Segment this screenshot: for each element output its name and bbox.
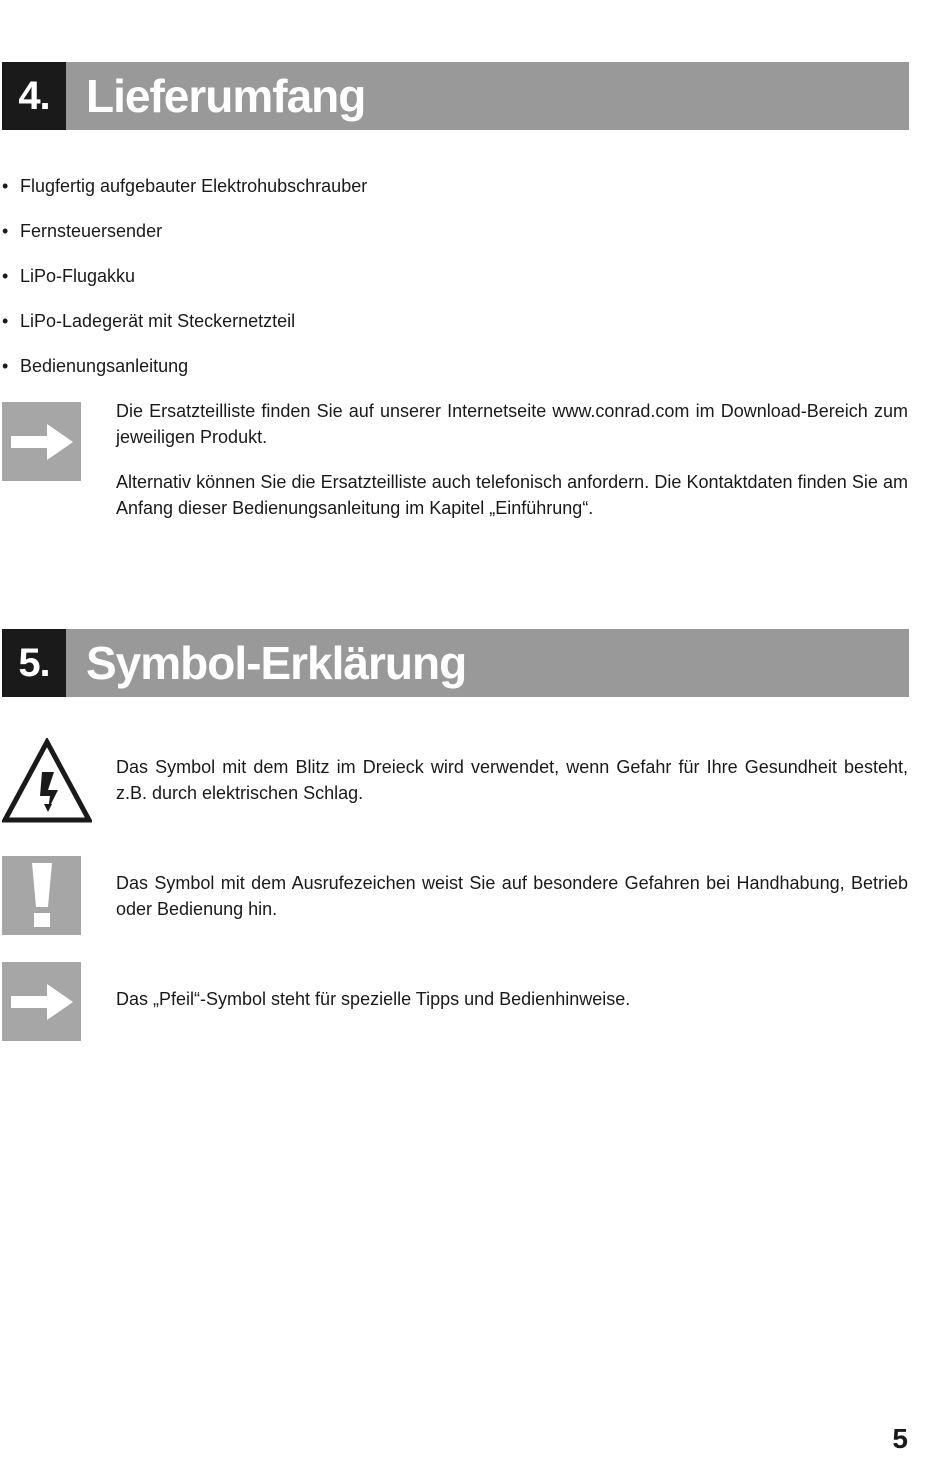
section-5-number: 5.	[2, 629, 66, 697]
list-item	[2, 265, 135, 287]
exclamation-icon	[2, 856, 81, 935]
page-number: 5	[892, 1423, 908, 1454]
section-4-number: 4.	[2, 62, 66, 130]
parts-list-phone-note: Alternativ können Sie die Ersatzteilliste auch telefonisch anfordern. Die Kontaktdaten finden Sie am Anfang dieser Bedienungsanleitung im Kapitel „Einführung“.	[116, 472, 908, 518]
list-item	[2, 310, 295, 332]
bullet-icon: •	[2, 311, 9, 331]
lightning-warning-icon	[2, 738, 92, 824]
list-item	[2, 355, 188, 377]
section-5-header	[2, 629, 909, 697]
list-item-text: Fernsteuersender	[20, 221, 163, 241]
list-item	[2, 175, 367, 197]
exclamation-symbol-text: Das Symbol mit dem Ausrufezeichen weist Sie auf besondere Gefahren bei Handhabung, Betrieb oder Bedienung hin.	[116, 873, 908, 919]
section-4-header	[2, 62, 909, 130]
list-item-text: LiPo-Ladegerät mit Steckernetzteil	[20, 311, 296, 331]
arrow-right-icon	[2, 402, 81, 481]
bullet-icon: •	[2, 356, 9, 376]
list-item-text: LiPo-Flugakku	[20, 266, 136, 286]
arrow-right-icon	[2, 962, 81, 1041]
lightning-symbol-text: Das Symbol mit dem Blitz im Dreieck wird verwendet, wenn Gefahr für Ihre Gesundheit besteht, z.B. durch elektrischen Schlag.	[116, 757, 908, 803]
arrow-symbol-text: Das „Pfeil“-Symbol steht für spezielle Tipps und Bedienhinweise.	[116, 989, 631, 1009]
section-5-title: Symbol-Erklärung	[86, 637, 467, 689]
bullet-icon: •	[2, 176, 9, 196]
bullet-icon: •	[2, 266, 9, 286]
list-item-text: Flugfertig aufgebauter Elektrohubschrauber	[20, 176, 368, 196]
bullet-icon: •	[2, 221, 9, 241]
section-4-title: Lieferumfang	[86, 70, 366, 122]
parts-list-note: Die Ersatzteilliste finden Sie auf unserer Internetseite www.conrad.com im Download-Bereich zum jeweiligen Produkt.	[116, 401, 908, 447]
list-item	[2, 220, 162, 242]
list-item-text: Bedienungsanleitung	[20, 356, 189, 376]
